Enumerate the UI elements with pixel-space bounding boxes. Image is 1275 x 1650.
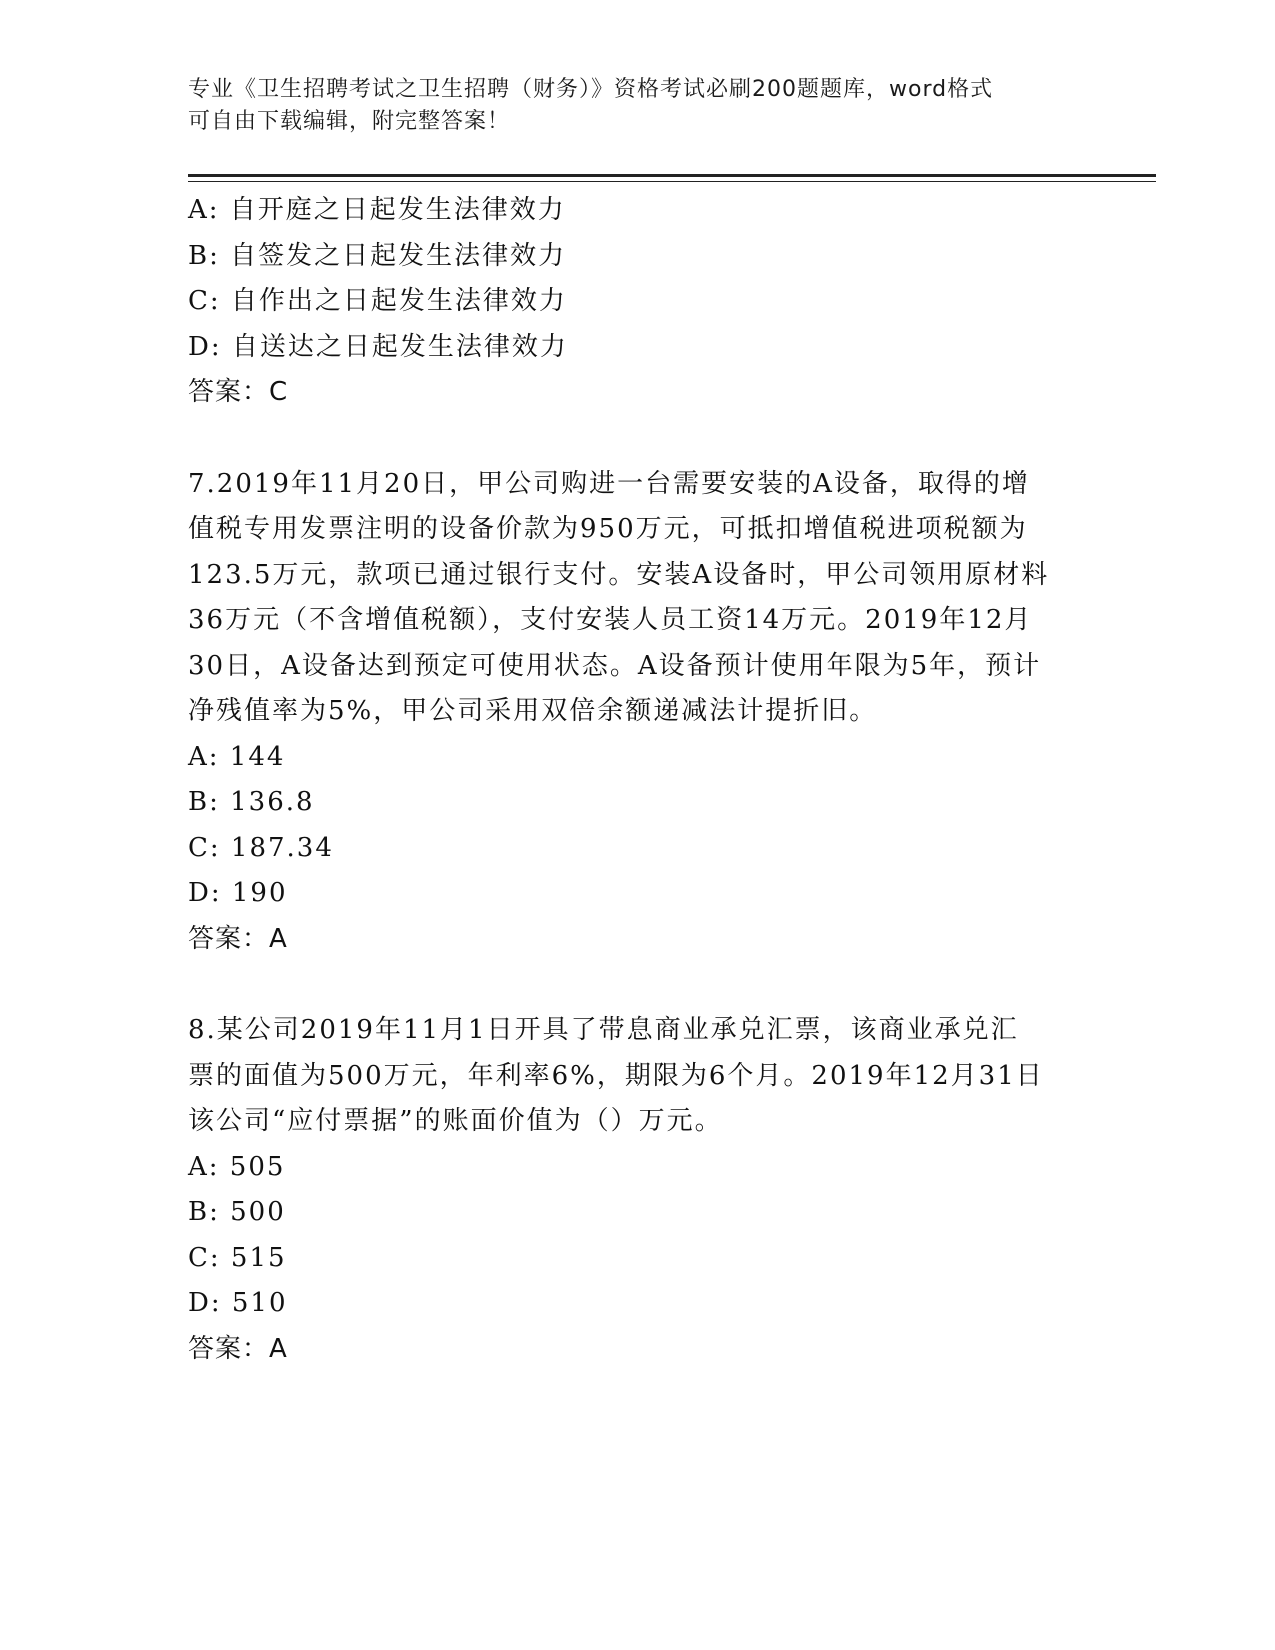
question-text-line: 8.某公司2019年11月1日开具了带息商业承兑汇票，该商业承兑汇 — [188, 1015, 1019, 1045]
question-text-line: 30日，A设备达到预定可使用状态。A设备预计使用年限为5年，预计 — [188, 650, 1042, 681]
question-text-line: 净残值率为5%，甲公司采用双倍余额递减法计提折旧。 — [188, 696, 878, 726]
option-a: A: 144 — [188, 741, 286, 772]
question-6 — [188, 188, 1088, 416]
option-d: D: 510 — [188, 1288, 288, 1318]
option-d: D: 190 — [188, 878, 288, 908]
option-b: B: 500 — [188, 1197, 286, 1227]
question-text-line: 票的面值为500万元，年利率6%，期限为6个月。2019年12月31日 — [188, 1060, 1044, 1091]
question-7 — [188, 462, 1088, 963]
answer-line: 答案：C — [188, 377, 289, 407]
question-text-line: 该公司“应付票据”的账面价值为（）万元。 — [188, 1106, 723, 1136]
header-rule-thick — [188, 174, 1156, 177]
option-c: C: 自作出之日起发生法律效力 — [188, 286, 567, 316]
question-8 — [188, 1008, 1088, 1372]
answer-line: 答案：A — [188, 1333, 288, 1364]
header-line-2: 可自由下载编辑，附完整答案！ — [188, 109, 511, 134]
option-a: A: 505 — [188, 1151, 286, 1182]
answer-line: 答案：A — [188, 923, 288, 954]
option-b: B: 自签发之日起发生法律效力 — [188, 240, 567, 271]
option-d: D: 自送达之日起发生法律效力 — [188, 331, 568, 362]
option-c: C: 187.34 — [188, 832, 334, 863]
question-text-line: 123.5万元，款项已通过银行支付。安装A设备时，甲公司领用原材料 — [188, 559, 1050, 590]
option-a: A: 自开庭之日起发生法律效力 — [188, 195, 566, 225]
option-c: C: 515 — [188, 1242, 287, 1273]
question-text-line: 7.2019年11月20日，甲公司购进一台需要安装的A设备，取得的增 — [188, 468, 1030, 499]
question-text-line: 值税专用发票注明的设备价款为950万元，可抵扣增值税进项税额为 — [188, 514, 1028, 544]
document-header — [188, 74, 1068, 138]
option-b: B: 136.8 — [188, 787, 315, 817]
document-body — [188, 188, 1088, 1372]
header-rule-thin — [188, 181, 1156, 182]
header-line-1: 专业《卫生招聘考试之卫生招聘（财务）》资格考试必刷200题题库，word格式 — [188, 77, 994, 102]
question-text-line: 36万元（不含增值税额），支付安装人员工资14万元。2019年12月 — [188, 605, 1033, 635]
